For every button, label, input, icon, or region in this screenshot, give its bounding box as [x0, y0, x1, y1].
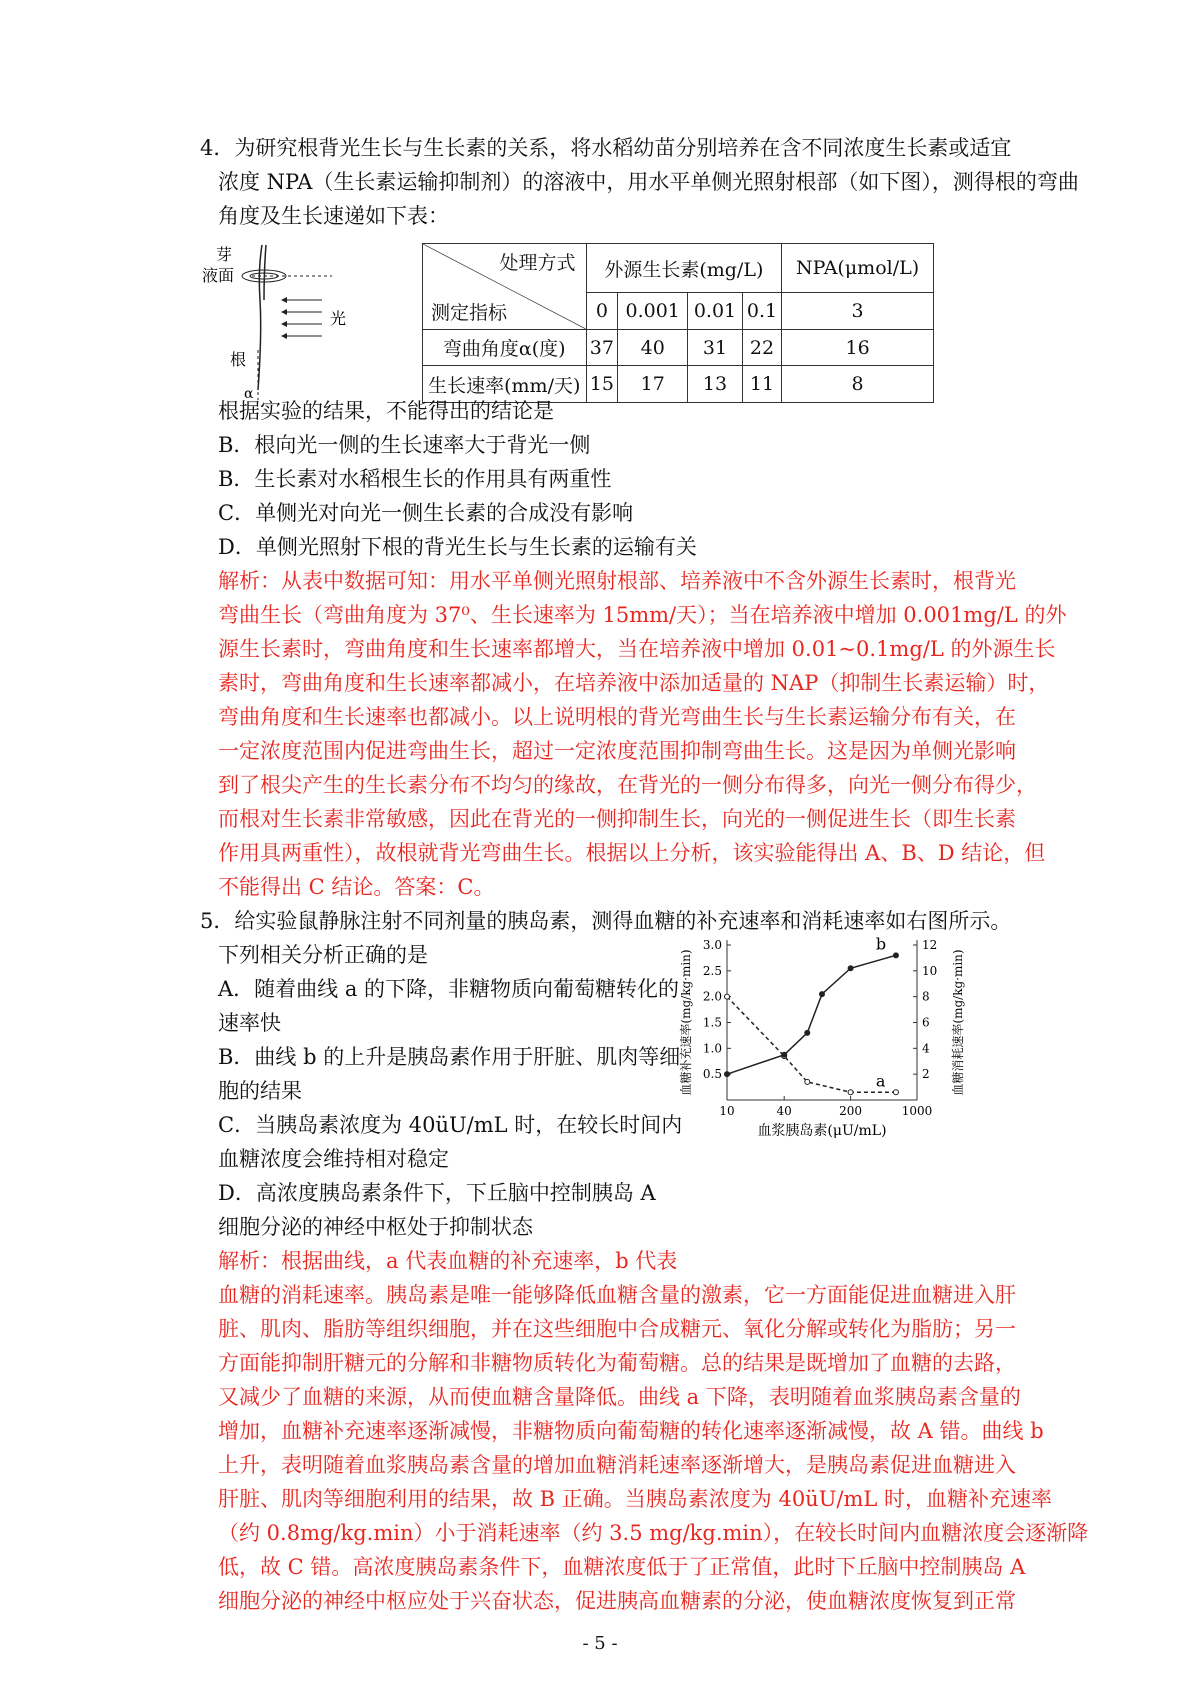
row-label: 弯曲角度α(度) [423, 329, 587, 366]
conc-cell: 0.01 [688, 293, 743, 330]
diagonal-header-cell [423, 244, 587, 330]
x-tick-label: 10 [719, 1104, 735, 1118]
table-cell: 40 [618, 329, 688, 366]
q4-analysis-line: 源生长素时，弯曲角度和生长速率都增大，当在培养液中增加 0.01~0.1mg/L 的外源生长 [218, 637, 1056, 661]
series-a-line [727, 997, 896, 1093]
q4-intro-line: 角度及生长速递如下表： [218, 204, 449, 228]
x-tick-label: 40 [776, 1104, 792, 1118]
y-left-tick-label: 0.5 [702, 1067, 722, 1082]
table-cell: 11 [742, 366, 781, 403]
series-a-label: a [875, 1071, 886, 1091]
table-cell: 37 [586, 329, 618, 366]
table-cell: 22 [742, 329, 781, 366]
table-cell: 8 [782, 366, 934, 403]
y-right-tick-label: 10 [922, 963, 938, 978]
header-metric: 测定指标 [431, 301, 508, 324]
insulin-chart [672, 925, 1012, 1190]
table-cell: 17 [618, 366, 688, 403]
q4-analysis-line: 一定浓度范围内促进弯曲生长，超过一定浓度范围抑制弯曲生长。这是因为单侧光影响 [218, 739, 1016, 763]
q4-analysis-line: 作用具两重性），故根就背光弯曲生长。根据以上分析，该实验能得出 A、B、D 结论，但 [218, 841, 1046, 865]
q5-option: C．当胰岛素浓度为 40üU/mL 时，在较长时间内 [218, 1113, 683, 1137]
y-right-tick-label: 6 [922, 1015, 930, 1030]
q4-analysis-line: 到了根尖产生的生长素分布不均匀的缘故，在背光的一侧分布得多，向光一侧分布得少， [218, 773, 1037, 797]
q5-intro-line: 下列相关分析正确的是 [218, 943, 428, 967]
root-light-diagram [202, 240, 382, 402]
y-left-tick-label: 2.5 [702, 963, 722, 978]
q4-analysis-line: 不能得出 C 结论。答案：C。 [218, 875, 495, 899]
q5-analysis-line: 增加，血糖补充速率逐渐减慢，非糖物质向葡萄糖的转化速率逐渐减慢，故 A 错。曲线 b [218, 1419, 1044, 1443]
table-cell: 13 [688, 366, 743, 403]
q5-analysis-line: 肝脏、肌肉等细胞利用的结果，故 B 正确。当胰岛素浓度为 40üU/mL 时，血糖补充速率 [218, 1487, 1053, 1511]
q4-analysis-line: 而根对生长素非常敏感，因此在背光的一侧抑制生长，向光的一侧促进生长（即生长素 [218, 807, 1016, 831]
q5-analysis-line: 细胞分泌的神经中枢应处于兴奋状态，促进胰高血糖素的分泌，使血糖浓度恢复到正常 [218, 1589, 1016, 1613]
q5-analysis-line: （约 0.8mg/kg.min）小于消耗速率（约 3.5 mg/kg.min），在较长时间内血糖浓度会逐渐降 [218, 1521, 1089, 1545]
conc-cell: 0 [586, 293, 618, 330]
q5-option: 血糖浓度会维持相对稳定 [218, 1147, 449, 1171]
x-axis-title: 血浆胰岛素(μU/mL) [757, 1123, 887, 1139]
y-left-tick-label: 3.0 [702, 938, 722, 952]
series-a-point [725, 994, 730, 999]
q4-analysis-line: 弯曲角度和生长速率也都减小。以上说明根的背光弯曲生长与生长素运输分布有关，在 [218, 705, 1016, 729]
q4-option: B．生长素对水稻根生长的作用具有两重性 [218, 467, 612, 491]
series-b-point [782, 1052, 787, 1057]
series-b-point [805, 1030, 810, 1035]
q4-option: C．单侧光对向光一侧生长素的合成没有影响 [218, 501, 634, 525]
y-right-title: 血糖消耗速率(mg/kg·min) [951, 949, 965, 1096]
label-root: 根 [230, 350, 247, 369]
y-left-title: 血糖补充速率(mg/kg·min) [679, 949, 693, 1096]
label-bud: 芽 [216, 245, 233, 264]
y-right-tick-label: 8 [922, 989, 930, 1004]
q5-intro-line: 5．给实验鼠静脉注射不同剂量的胰岛素，测得血糖的补充速率和消耗速率如右图所示。 [200, 909, 1012, 933]
q5-analysis-line: 脏、肌肉、脂肪等组织细胞，并在这些细胞中合成糖元、氧化分解或转化为脂肪；另一 [218, 1317, 1016, 1341]
q4-stem: 根据实验的结果，不能得出的结论是 [218, 399, 554, 423]
q4-option: B．根向光一侧的生长速率大于背光一侧 [218, 433, 591, 457]
conc-cell: 3 [782, 293, 934, 330]
table-cell: 31 [688, 329, 743, 366]
q5-analysis-line: 方面能抑制肝糖元的分解和非糖物质转化为葡萄糖。总的结果是既增加了血糖的去路， [218, 1351, 1016, 1375]
q5-option: A．随着曲线 a 的下降，非糖物质向葡萄糖转化的 [218, 977, 680, 1001]
y-right-tick-label: 2 [922, 1067, 930, 1082]
series-b-point [725, 1072, 730, 1077]
q5-analysis-line: 低，故 C 错。高浓度胰岛素条件下，血糖浓度低于了正常值，此时下丘脑中控制胰岛 A [218, 1555, 1026, 1579]
label-liquid: 液面 [202, 266, 235, 285]
y-left-tick-label: 2.0 [702, 989, 722, 1004]
y-left-tick-label: 1.0 [702, 1041, 722, 1056]
q4-intro-line: 4．为研究根背光生长与生长素的关系，将水稻幼苗分别培养在含不同浓度生长素或适宜 [200, 136, 1012, 160]
q5-option: 速率快 [218, 1011, 281, 1035]
label-alpha: α [244, 386, 254, 402]
q4-analysis-line: 弯曲生长（弯曲角度为 37⁰、生长速率为 15mm/天）；当在培养液中增加 0.001mg/L 的外 [218, 603, 1067, 627]
q4-option: D．单侧光照射下根的背光生长与生长素的运输有关 [218, 535, 697, 559]
q5-analysis-line: 解析：根据曲线，a 代表血糖的补充速率，b 代表 [218, 1249, 678, 1273]
q5-option: B．曲线 b 的上升是胰岛素作用于肝脏、肌肉等细 [218, 1045, 681, 1069]
q4-analysis-line: 素时，弯曲角度和生长速率都减小，在培养液中添加适量的 NAP（抑制生长素运输）时， [218, 671, 1050, 695]
series-a-point [893, 1090, 898, 1095]
q5-analysis-line: 上升，表明随着血浆胰岛素含量的增加血糖消耗速率逐渐增大，是胰岛素促进血糖进入 [218, 1453, 1016, 1477]
row-label: 生长速率(mm/天) [423, 366, 587, 403]
table-cell: 15 [586, 366, 618, 403]
series-b-point [820, 992, 825, 997]
header-auxin: 外源生长素(mg/L) [586, 244, 782, 293]
q5-option: 胞的结果 [218, 1079, 302, 1103]
q5-option: D．高浓度胰岛素条件下，下丘脑中控制胰岛 A [218, 1181, 656, 1205]
series-b-point [893, 953, 898, 958]
q5-option: 细胞分泌的神经中枢处于抑制状态 [218, 1215, 533, 1239]
q5-analysis-line: 血糖的消耗速率。胰岛素是唯一能够降低血糖含量的激素，它一方面能促进血糖进入肝 [218, 1283, 1016, 1307]
q5-analysis-line: 又减少了血糖的来源，从而使血糖含量降低。曲线 a 下降，表明随着血浆胰岛素含量的 [218, 1385, 1021, 1409]
header-npa: NPA(μmol/L) [782, 244, 934, 293]
y-right-tick-label: 4 [922, 1041, 930, 1056]
x-tick-label: 200 [839, 1104, 863, 1118]
q4-data-table [422, 243, 934, 403]
series-a-point [805, 1079, 810, 1084]
q4-analysis-line: 解析：从表中数据可知：用水平单侧光照射根部、培养液中不含外源生长素时，根背光 [218, 569, 1016, 593]
y-left-tick-label: 1.5 [702, 1015, 722, 1030]
header-treatment: 处理方式 [499, 252, 576, 274]
series-b-point [848, 966, 853, 971]
series-a-point [848, 1090, 853, 1095]
series-b-label: b [875, 934, 887, 954]
page-number: - 5 - [582, 1633, 618, 1654]
conc-cell: 0.001 [618, 293, 688, 330]
y-right-tick-label: 12 [922, 938, 938, 952]
series-b-line [727, 955, 896, 1074]
conc-cell: 0.1 [742, 293, 781, 330]
q4-intro-line: 浓度 NPA（生长素运输抑制剂）的溶液中，用水平单侧光照射根部（如下图），测得根的弯曲 [218, 170, 1079, 194]
label-light: 光 [330, 309, 347, 328]
table-cell: 16 [782, 329, 934, 366]
x-tick-label: 1000 [901, 1104, 933, 1118]
